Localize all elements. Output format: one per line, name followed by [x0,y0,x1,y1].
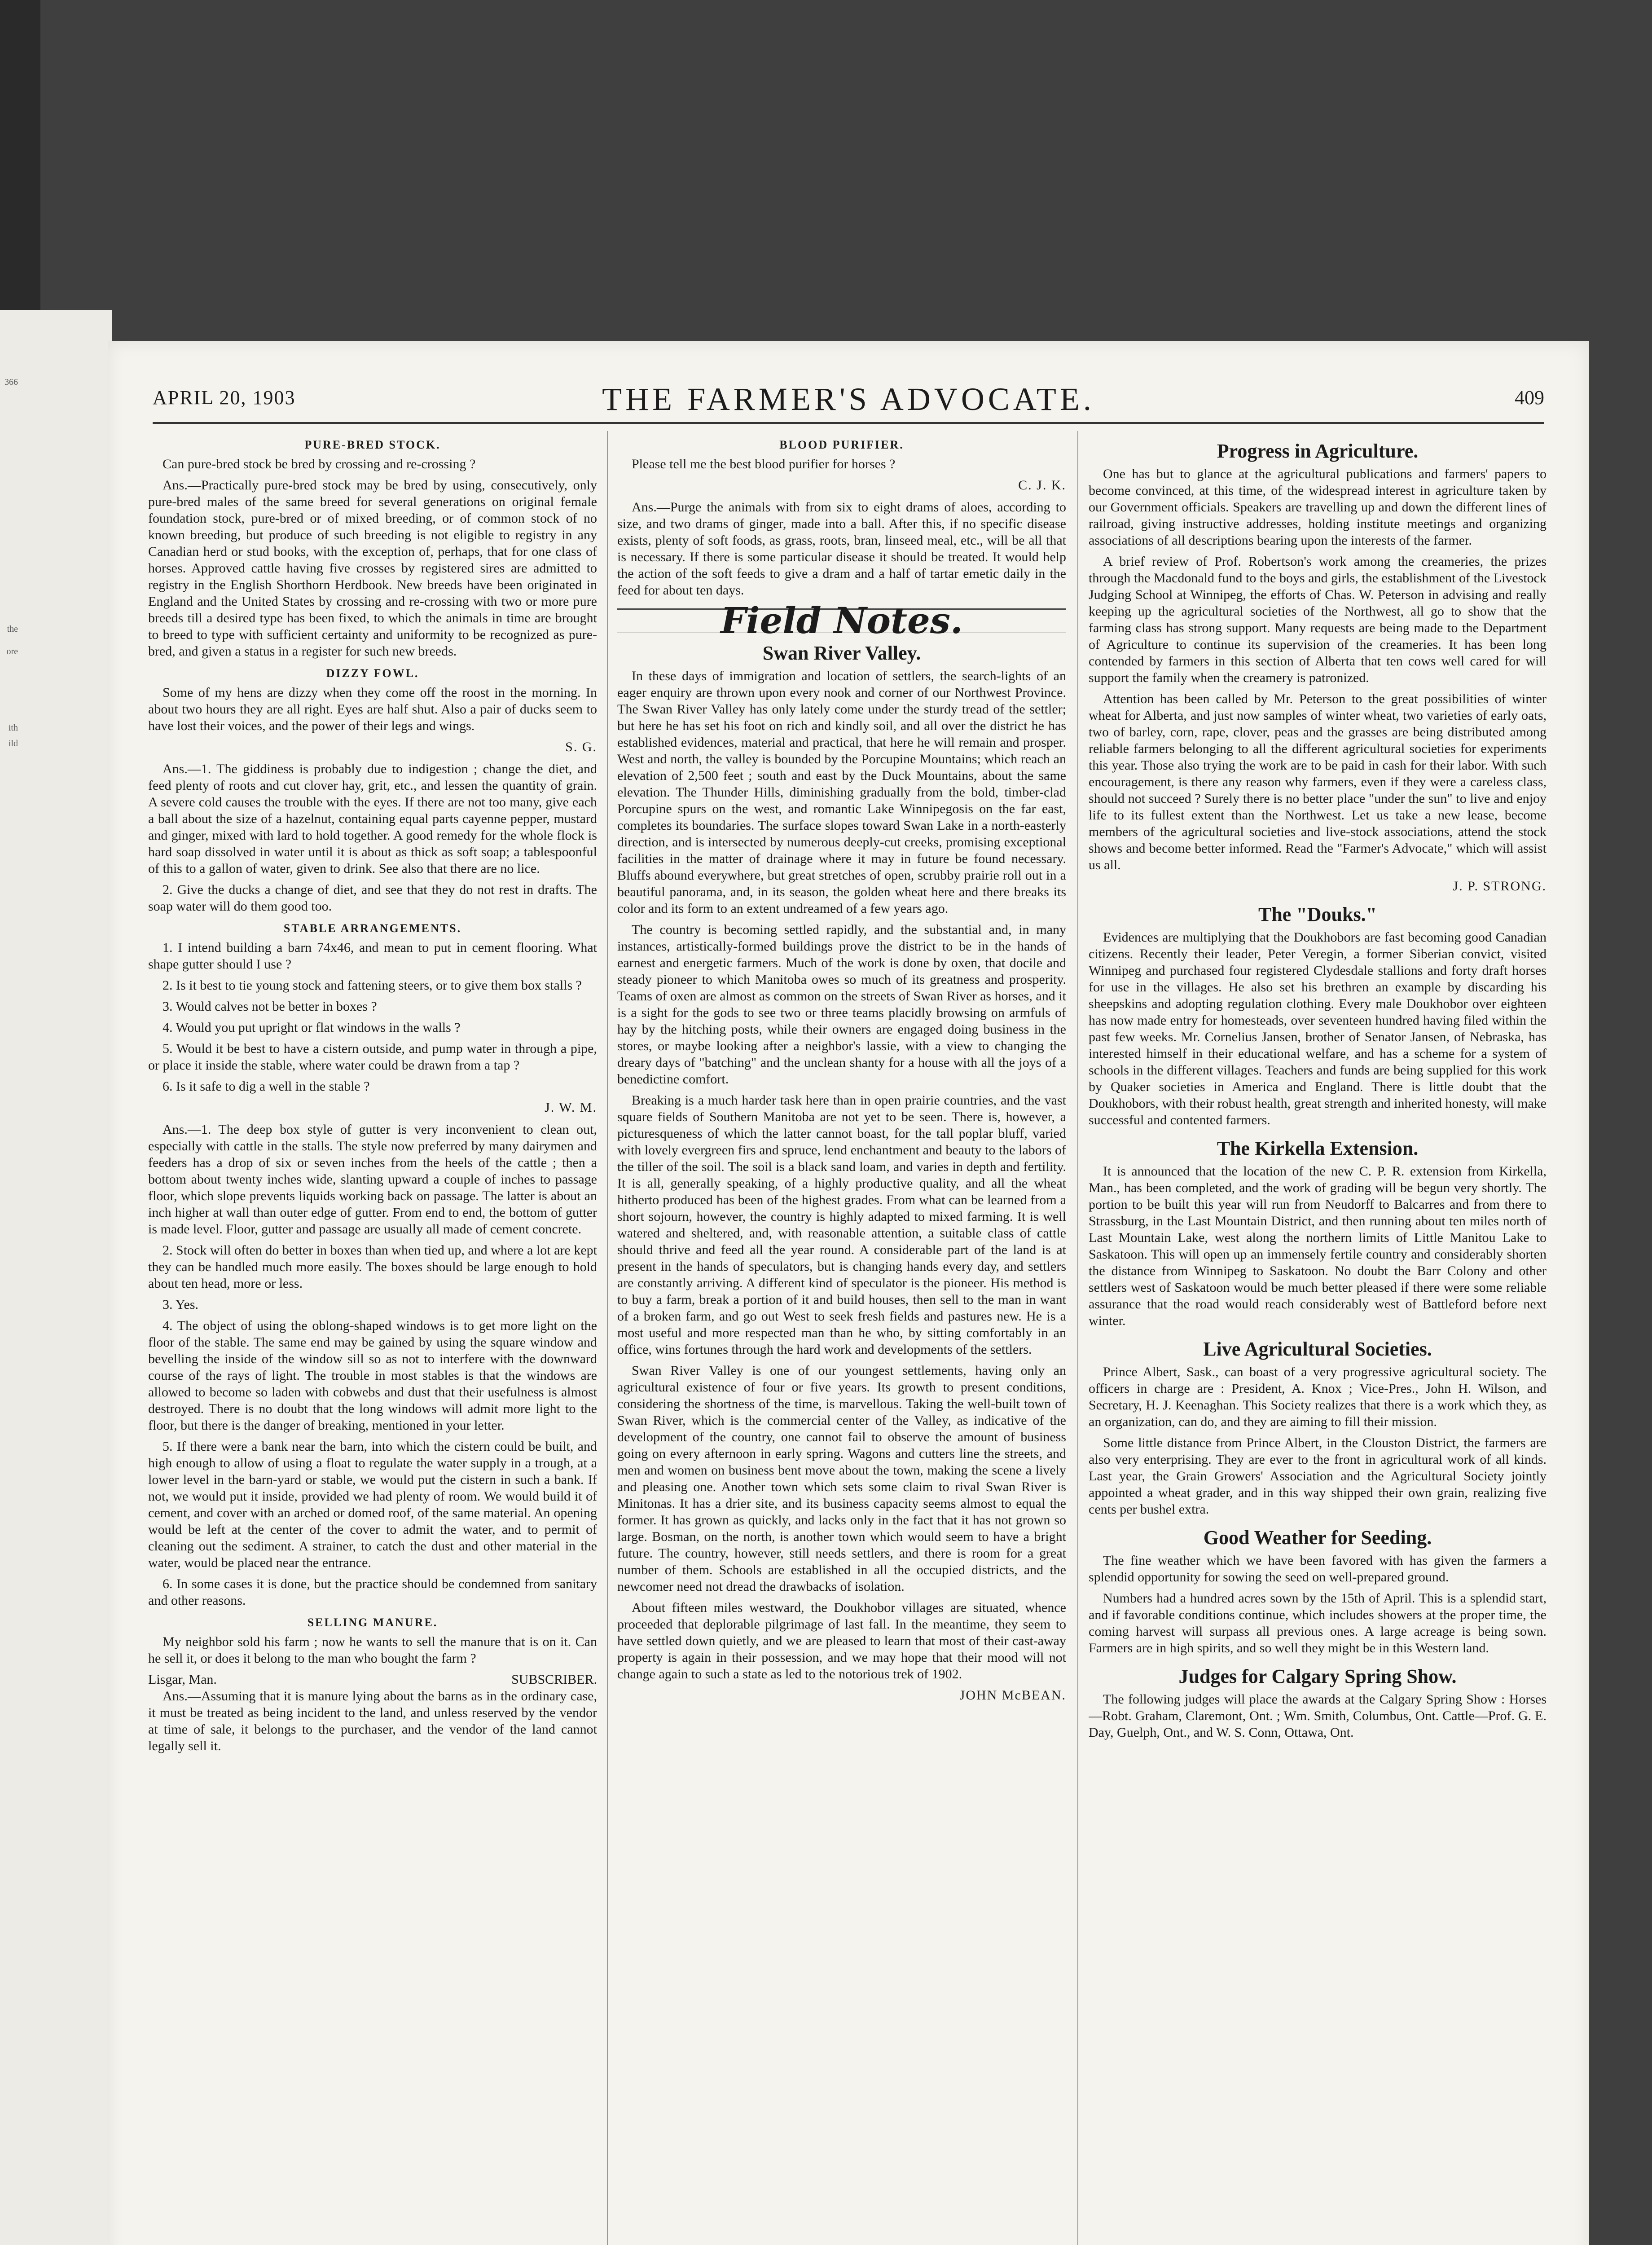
question-text: My neighbor sold his farm ; now he wants to sell the manure that is on it. Can he sell it, or does it belong to the man who bought the farm ? [148,1634,597,1666]
article-heading: PURE-BRED STOCK. [304,438,441,451]
signature: SUBSCRIBER. [511,1672,597,1687]
section-banner: Field Notes. [617,608,1066,633]
article-heading: Judges for Calgary Spring Show. [1178,1665,1457,1687]
article-heading: DIZZY FOWL. [326,667,419,680]
prev-page-fragment: the [7,624,18,634]
publication-title: THE FARMER'S ADVOCATE. [602,381,1095,417]
prev-page-number: 366 [4,377,18,387]
page-number: 409 [1515,387,1544,409]
article-heading: Good Weather for Seeding. [1203,1527,1432,1549]
column-left [148,431,597,2245]
answer-text: Ans.—1. The giddiness is probably due to indigestion ; change the diet, and feed plenty of roots and cut clover hay, grit, etc., and lessen the quantity of grain. A severe cold causes the trouble with the eyes. If there are not too many, give each a ball about the size of a hazelnut, containing equal parts cayenne pepper, mustard and ginger, mixed with lard to hold together. A good remedy for the whole flock is hard soap dissolved in water until it is about as thick as soft soap; a tablespoonful of this to a gallon of water, given to drink. See also that there are no lice. [148,762,597,876]
article-paragraph: Prince Albert, Sask., can boast of a very progressive agricultural society. The officers in charge are : President, A. Knox ; Vice-Pres., John H. Wilson, and Secretary, H. J. Keenaghan. This Society realizes that there is a work which they, as an organization, can do, and they are aiming to fill their mission. [1089,1365,1547,1429]
newspaper-page [108,341,1589,2245]
answer-text: 6. In some cases it is done, but the practice should be condemned from sanitary and other reasons. [148,1576,597,1608]
article-heading: Progress in Agriculture. [1217,440,1419,462]
article-heading: STABLE ARRANGEMENTS. [283,922,462,935]
question-text: Can pure-bred stock be bred by crossing and re-crossing ? [163,457,476,471]
answer-text: Ans.—1. The deep box style of gutter is very inconvenient to clean out, especially with cattle in the stalls. The style now preferred by many dairymen and feeders has a drop of six or seven inches from the heels of the cattle ; then a bottom about twenty inches wide, slanting upward a couple of inches to passage floor, which slope prevents liquids working back on passage. The latter is about an inch higher at wall than outer edge of gutter. From end to end, the bottom of gutter is made level. Floor, gutter and passage are usually all made of cement concrete. [148,1122,597,1237]
question-text: 5. Would it be best to have a cistern outside, and pump water in through a pipe, or place it inside the stable, where water could be drawn from a tap ? [148,1041,597,1073]
column-right [1089,431,1547,2245]
answer-text: Ans.—Assuming that it is manure lying about the barns as in the ordinary case, it must be treated as being incident to the land, and unless reserved by the vendor at time of sale, it belongs to the purchaser, and the vendor of the land cannot legally sell it. [148,1689,597,1753]
signature: J. P. STRONG. [1453,879,1547,894]
signature-line [148,1671,597,1688]
question-text: 2. Is it best to tie young stock and fattening steers, or to give them box stalls ? [163,978,582,993]
article-heading: The Kirkella Extension. [1217,1137,1419,1159]
column-rule [1077,431,1078,2245]
column-rule [607,431,608,2245]
answer-text: 2. Stock will often do better in boxes than when tied up, and where a lot are kept they can be handled much more easily. The boxes should be large enough to hold about ten head, more or less. [148,1243,597,1291]
signature: JOHN McBEAN. [959,1688,1066,1703]
article-paragraph: It is announced that the location of the new C. P. R. extension from Kirkella, Man., has been completed, and the work of grading will be begun very shortly. The portion to be built this year will run from Neudorff to Balcarres and from there to Strassburg, in the Last Mountain District, and then running about ten miles north of Last Mountain Lake, west along the northern limits of Little Manitou Lake to Saskatoon. This will open up an immensely fertile country and considerably shorten the distance from Winnipeg to Saskatoon. No doubt the Barr Colony and other settlers west of Saskatoon would be much better pleased if there were some reliable assurance that the road would reach considerably west of Battleford before next winter. [1089,1164,1547,1328]
article-paragraph: One has but to glance at the agricultural publications and farmers' papers to become convinced, at this time, of the widespread interest in agriculture taken by our Government officials. Speakers are travelling up and down the different lines of railroad, giving instructive addresses, holding institute meetings and organizing associations of all descriptions bearing upon the interests of the farmer. [1089,467,1547,548]
prev-page-fragment: ild [8,739,18,748]
signature: C. J. K. [1018,478,1066,493]
answer-text: 2. Give the ducks a change of diet, and see that they do not rest in drafts. The soap water will do them good too. [148,882,597,914]
issue-date: APRIL 20, 1903 [153,387,296,409]
article-paragraph: The following judges will place the awards at the Calgary Spring Show : Horses—Robt. Graham, Claremont, Ont. ; Wm. Smith, Columbus, Ont. Cattle—Prof. G. E. Day, Guelph, Ont., and W. S. Conn, Ottawa, Ont. [1089,1692,1547,1740]
article-heading: The "Douks." [1258,903,1377,925]
prev-page-fragment: ore [6,647,18,656]
article-heading: Live Agricultural Societies. [1203,1338,1432,1360]
signature: S. G. [565,740,597,754]
previous-page-edge [0,310,112,2245]
article-heading: Swan River Valley. [762,642,921,664]
question-text: Please tell me the best blood purifier for horses ? [632,457,896,471]
article-paragraph: Attention has been called by Mr. Peterson to the great possibilities of winter wheat for Alberta, and just now samples of winter wheat, two varieties of early oats, two of barley, corn, rape, clover, peas and the grasses are being distributed among reliable farmers belonging to all the different agricultural societies for experiments this year. Those also trying the work are to be paid in cash for their labor. With such encouragement, is there any reason why farmers, even if they were a careless class, should not succeed ? Surely there is no better place "under the sun" to live and enjoy life to its fullest extent than the Northwest. Let us take a new lease, become members of the agricultural societies and live-stock associations, attend the stock shows and become better informed. Read the "Farmer's Advocate," which will assist us all. [1089,691,1547,872]
answer-text: Ans.—Purge the animals with from six to eight drams of aloes, according to size, and two drams of ginger, made into a ball. After this, if no specific disease exists, plenty of soft foods, as grass, roots, bran, linseed meal, etc., will be all that is necessary. If there is some particular disease it should be treated. It would help the action of the soft feeds to give a dram and a half of tartar emetic daily in the feed for about ten days. [617,500,1066,598]
signature: J. W. M. [545,1100,597,1115]
article-paragraph: The fine weather which we have been favored with has given the farmers a splendid opportunity for sowing the seed on well-prepared ground. [1089,1553,1547,1585]
question-text: 1. I intend building a barn 74x46, and mean to put in cement flooring. What shape gutter should I use ? [148,940,597,972]
article-paragraph: The country is becoming settled rapidly, and the substantial and, in many instances, artistically-formed buildings prove the district to be in the hands of earnest and energetic farmers. Much of the work is done by oxen, that docile and steady pioneer to which Manitoba owes so much of its greatness and prosperity. Teams of oxen are almost as common on the streets of Swan River as horses, and it is a sight for the gods to see two or three teams placidly browsing on armfuls of hay by the hitching posts, while their owners are engaged doing business in the stores, or maybe looking after a neighbor's lassie, with a view to changing the dreary days of "batching" and the unclean shanty for a house with all the joys of a benedictine comfort. [617,922,1066,1087]
article-paragraph: Breaking is a much harder task here than in open prairie countries, and the vast square fields of Southern Manitoba are not yet to be seen. There is, however, a picturesqueness of which the latter cannot boast, for the tall poplar bluff, varied with lovely evergreen firs and spruce, lend enchantment and beauty to the labors of the tiller of the soil. The soil is a black sand loam, and varies in depth and fertility. It is all, generally speaking, of a highly productive quality, and all the wheat hitherto produced has been of the highest grades. From what can be learned from a short sojourn, however, the country is highly adapted to mixed farming. It is well watered and sheltered, and, with reasonable attention, a suitable class of cattle should thrive and feed all the year round. A considerable part of the land is at present in the hands of speculators, but is changing hands every day, and settlers are constantly arriving. A different kind of speculator is the pioneer. His method is to buy a farm, break a portion of it and build houses, then sell to the man in want of a broken farm, and go out West to seek fresh fields and pastures new. He is a most useful and more respected man than he who, by sitting comfortably in an office, wins fortunes through the hard work and developments of the settlers. [617,1093,1066,1357]
question-text: Some of my hens are dizzy when they come off the roost in the morning. In about two hours they are all right. Eyes are half shut. Also a pair of ducks seem to have lost their voices, and the power of their legs and wings. [148,685,597,733]
question-text: 3. Would calves not be better in boxes ? [163,999,377,1014]
prev-page-fragment: ith [8,723,18,733]
question-text: 4. Would you put upright or flat windows in the walls ? [163,1020,461,1035]
masthead [153,377,1544,424]
article-heading: BLOOD PURIFIER. [779,438,904,451]
place-name: Lisgar, Man. [148,1672,217,1687]
article-paragraph: Some little distance from Prince Albert, in the Clouston District, the farmers are also very enterprising. They are ever to the front in agricultural work of all kinds. Last year, the Grain Growers' Association and the Agricultural Society jointly appointed a wheat grader, and in this way shipped their own grain, realizing five cents per bushel extra. [1089,1435,1547,1517]
article-paragraph: About fifteen miles westward, the Doukhobor villages are situated, whence proceeded that deplorable pilgrimage of last fall. In the meantime, they seem to have settled down quietly, and we are pleased to learn that most of their cast-away property is again in their possession, and we may hope that their mood will not change again to such a state as led to the notorious trek of 1902. [617,1600,1066,1682]
answer-text: Ans.—Practically pure-bred stock may be bred by using, consecutively, only pure-bred males of the same breed for several generations on original female foundation stock, pure-bred or of mixed breeding, or of common stock of no known breeding, but produce of such breeding is not eligible to registry in any Canadian herd or stud books, with the exception of, perhaps, that for one class of horses. Approved cattle having five crosses by registered sires are admitted to registry in the English Shorthorn Herdbook. New breeds have been originated in England and the United States by crossing and re-crossing with two or more pure breeds till a desired type has been fixed, to which the animals in time are brought to breed to type with sufficient certainty and uniformity to be recognized as pure-bred, and given a status in a register for such new breeds. [148,478,597,659]
answer-text: 4. The object of using the oblong-shaped windows is to get more light on the floor of the stable. The same end may be gained by using the square window and bevelling the inside of the window sill so as not to interfere with the downward course of the rays of light. The trouble in most stables is that the windows are allowed to become so laden with cobwebs and dust that their usefulness is almost destroyed. There is no doubt that the long windows will admit more light to the floor, but there is the danger of breaking, mentioned in your letter. [148,1318,597,1433]
article-paragraph: A brief review of Prof. Robertson's work among the creameries, the prizes through the Macdonald fund to the boys and girls, the establishment of the Livestock Judging School at Winnipeg, the efforts of Chas. W. Peterson in advising and really keeping up the agricultural societies of the Northwest, all go to show that the farming class has strong support. Many requests are being made to the Department of Agriculture to continue its supervision of the creameries. It has been long contended by farmers in this section of Alberta that ten cows well cared for will support the family when the creamery is patronized. [1089,554,1547,685]
question-text: 6. Is it safe to dig a well in the stable ? [163,1079,370,1094]
article-paragraph: In these days of immigration and location of settlers, the search-lights of an eager enquiry are thrown upon every nook and corner of our Northwest Province. The Swan River Valley has only lately come under the sturdy tread of the settler; but here he has set his foot on rich and kindly soil, and all over the district he has established evidences, material and practical, that here he will remain and prosper. West and north, the valley is bounded by the Porcupine Mountains; which reach an elevation of 2,500 feet ; south and east by the Duck Mountains, about the same elevation. The Thunder Hills, diminishing gradually from the bold, timber-clad Porcupine spurs on the west, and romantic Lake Winnipegosis on the far east, completes its boundaries. The surface slopes toward Swan Lake in a north-easterly direction, and is intersected by numerous deeply-cut creeks, promising exceptional facilities in the matter of drainage where it may in future be found necessary. Bluffs abound everywhere, but great stretches of open, scrubby prairie roll out in a beautiful panorama, and, in its season, the golden wheat here and there breaks its color and its form to an extent undreamed of a few years ago. [617,669,1066,916]
column-middle [617,431,1066,2245]
article-paragraph: Numbers had a hundred acres sown by the 15th of April. This is a splendid start, and if favorable conditions continue, which includes showers at the proper time, the coming harvest will surpass all previous ones. A large acreage is being sown. Farmers are in high spirits, and so well they might be in this Western land. [1089,1591,1547,1655]
article-paragraph: Swan River Valley is one of our youngest settlements, having only an agricultural existence of four or five years. Its growth to present conditions, considering the shortness of the time, is marvellous. Taking the well-built town of Swan River, which is the commercial center of the Valley, as indicative of the development of the country, one cannot fail to observe the amount of business going on every afternoon in early spring. Wagons and cutters line the streets, and men and women on business bent move about the town, making the scene a lively and pleasing one. Another town which sets some claim to rival Swan River is Minitonas. It has a drier site, and its business capacity seems almost to equal the former. It has grown as quickly, and lacks only in the fact that it has not grown so large. Bosman, on the north, is another town which would seem to have a bright future. The country, however, still needs settlers, and there is room for a great number of them. Schools are established in all the occupied districts, and the newcomer need not dread the drawbacks of isolation. [617,1363,1066,1594]
article-heading: SELLING MANURE. [307,1616,438,1629]
answer-text: 3. Yes. [163,1297,199,1312]
article-paragraph: Evidences are multiplying that the Doukhobors are fast becoming good Canadian citizens. Recently their leader, Peter Veregin, a former Siberian convict, visited Winnipeg and purchased four registered Clydesdale stallions and forty draft horses for use in the villages. He also set his brethren an example by discarding his sheepskins and adopting regulation clothing. Every male Doukhobor over eighteen has now made entry for homesteads, over seventeen hundred having filed within the past few weeks. Mr. Cornelius Jansen, brother of Senator Jansen, of Nebraska, has interested himself in their educational welfare, and has a scheme for a system of schools in the different villages. Teachers and funds are being supplied for this work by Quaker societies in America and England. There is little doubt that the Doukhobors, with their robust health, great strength and inherited honesty, will make successful and contented farmers. [1089,930,1547,1127]
answer-text: 5. If there were a bank near the barn, into which the cistern could be built, and high enough to allow of using a float to regulate the water supply in a trough, at a lower level in the barn-yard or stable, we would put the cistern in such a bank. If not, we would put it inside, provided we had plenty of room. We would build it of cement, and cover with an arched or domed roof, of the same material. An opening would be left at the center of the cover to admit the water, and to permit of cleaning out the sediment. A strainer, to catch the dust and other material in the water, would be placed near the entrance. [148,1439,597,1570]
